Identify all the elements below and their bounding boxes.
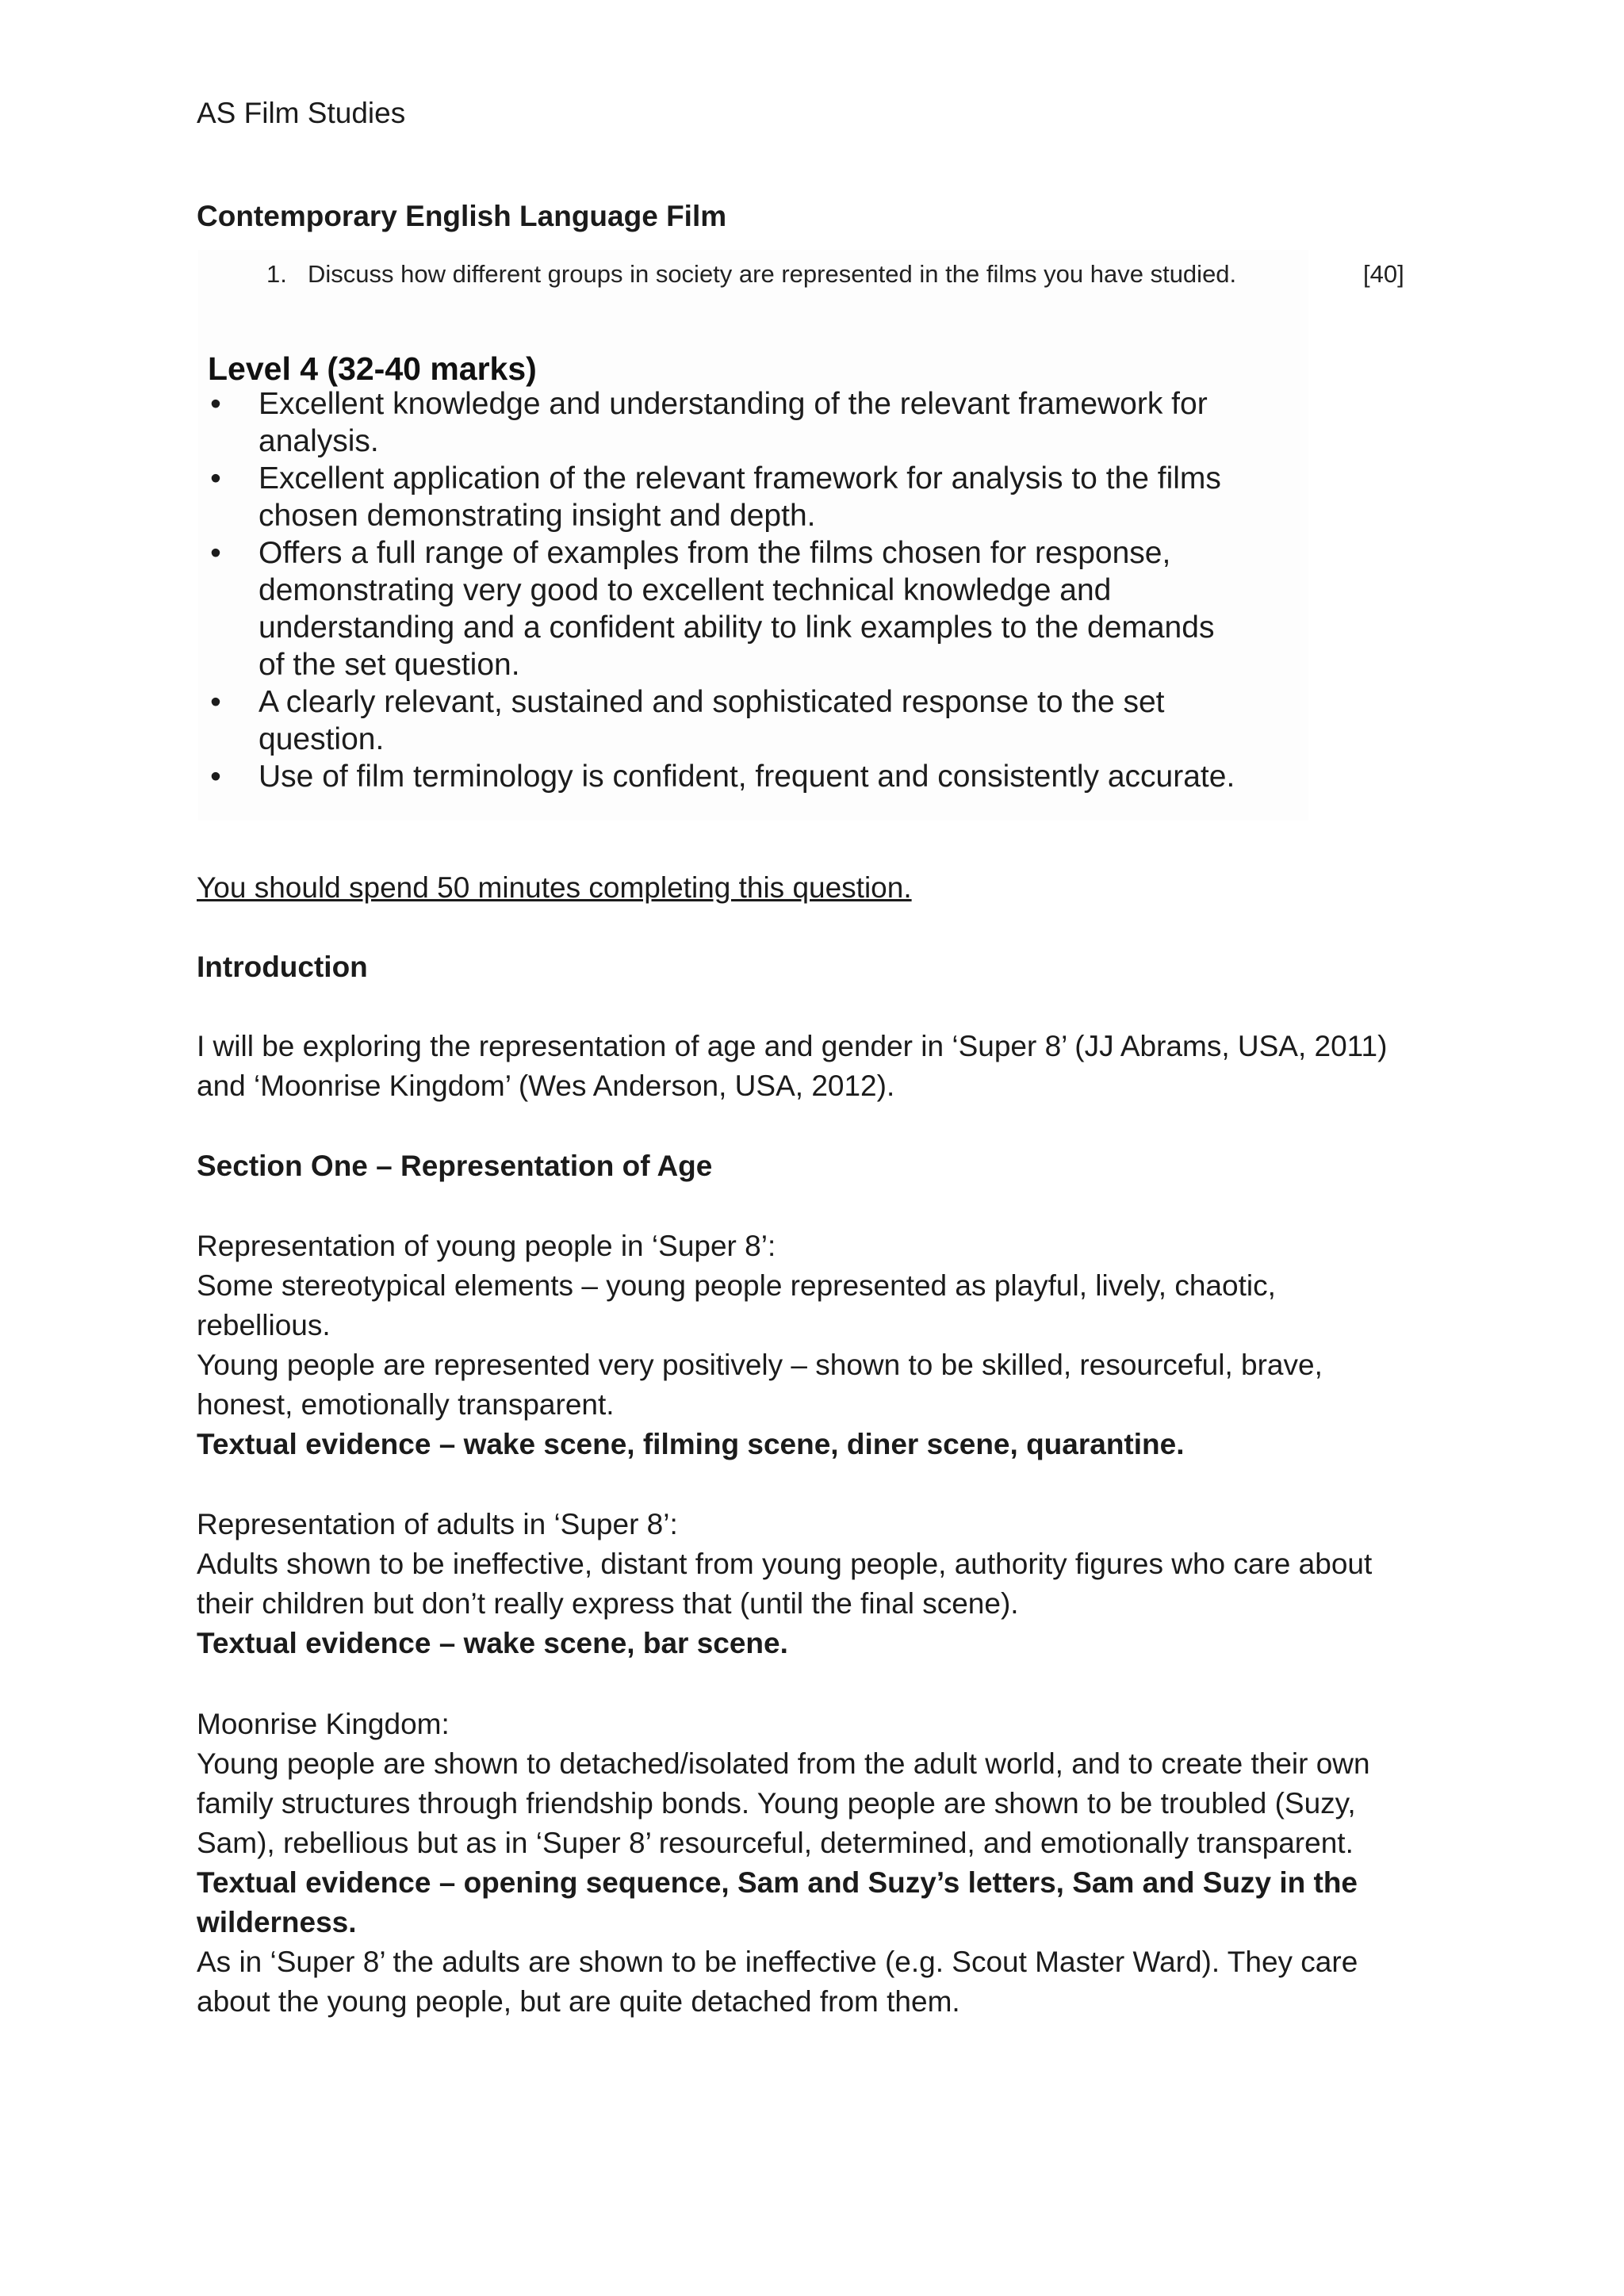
question-text: Discuss how different groups in society are represented in the films you have studied. [308,260,1237,288]
criteria-item [208,460,1310,534]
criteria-line: analysis. [259,424,379,458]
textual-evidence: Textual evidence – wake scene, filming scene, diner scene, quarantine. [197,1428,1185,1460]
time-guidance: You should spend 50 minutes completing this question. [197,871,912,904]
criteria-item [208,534,1310,683]
textual-evidence: wilderness. [197,1906,357,1938]
criteria-item [208,683,1310,758]
document-title: Contemporary English Language Film [197,200,727,232]
text-line: family structures through friendship bonds. Young people are shown to be troubled (Suzy, [197,1787,1356,1820]
text-line: As in ‘Super 8’ the adults are shown to be ineffective (e.g. Scout Master Ward). They care [197,1946,1358,1978]
course-header: AS Film Studies [197,97,406,129]
text-line: Some stereotypical elements – young people represented as playful, lively, chaotic, [197,1269,1276,1302]
criteria-line: understanding and a confident ability to link examples to the demands [259,610,1215,645]
textual-evidence: Textual evidence – wake scene, bar scene. [197,1627,788,1659]
criteria-line: Excellent application of the relevant framework for analysis to the films [259,461,1221,496]
criteria-line: Offers a full range of examples from the films chosen for response, [259,536,1171,570]
text-line: I will be exploring the representation of age and gender in ‘Super 8’ (JJ Abrams, USA, 2011) [197,1030,1388,1062]
question-marks: [40] [1363,260,1404,288]
text-line: their children but don’t really express that (until the final scene). [197,1587,1019,1620]
level-heading: Level 4 (32-40 marks) [208,350,537,387]
adults-super8-paragraph [197,1505,1434,1663]
textual-evidence: Textual evidence – opening sequence, Sam and Suzy’s letters, Sam and Suzy in the [197,1866,1358,1899]
criteria-line: Use of film terminology is confident, frequent and consistently accurate. [259,760,1235,794]
section-one-heading: Section One – Representation of Age [197,1150,713,1182]
text-line: honest, emotionally transparent. [197,1388,615,1421]
bullet-icon: • [210,387,221,421]
criteria-item [208,385,1310,460]
criteria-line: demonstrating very good to excellent technical knowledge and [259,573,1112,607]
text-line: Representation of adults in ‘Super 8’: [197,1508,678,1540]
text-line: and ‘Moonrise Kingdom’ (Wes Anderson, USA, 2012). [197,1070,895,1102]
introduction-heading: Introduction [197,951,368,983]
criteria-line: of the set question. [259,648,520,682]
young-people-super8-paragraph [197,1226,1434,1464]
moonrise-kingdom-paragraph [197,1705,1434,2022]
criteria-line: A clearly relevant, sustained and sophisticated response to the set [259,685,1165,719]
bullet-icon: • [210,685,221,719]
level-criteria-list [208,385,1310,795]
text-line: Young people are shown to detached/isolated from the adult world, and to create their own [197,1747,1370,1780]
criteria-line: chosen demonstrating insight and depth. [259,499,816,533]
bullet-icon: • [210,760,221,794]
criteria-line: Excellent knowledge and understanding of the relevant framework for [259,387,1208,421]
question-number: 1. [266,260,287,288]
bullet-icon: • [210,536,221,570]
criteria-item [208,758,1310,795]
criteria-line: question. [259,722,385,756]
bullet-icon: • [210,461,221,496]
text-line: Sam), rebellious but as in ‘Super 8’ resourceful, determined, and emotionally transparent. [197,1827,1354,1859]
text-line: Representation of young people in ‘Super 8’: [197,1230,776,1262]
text-line: about the young people, but are quite detached from them. [197,1985,960,2018]
text-line: Moonrise Kingdom: [197,1708,450,1740]
introduction-paragraph [197,1027,1434,1106]
text-line: rebellious. [197,1309,331,1341]
text-line: Adults shown to be ineffective, distant from young people, authority figures who care about [197,1548,1373,1580]
text-line: Young people are represented very positively – shown to be skilled, resourceful, brave, [197,1349,1323,1381]
